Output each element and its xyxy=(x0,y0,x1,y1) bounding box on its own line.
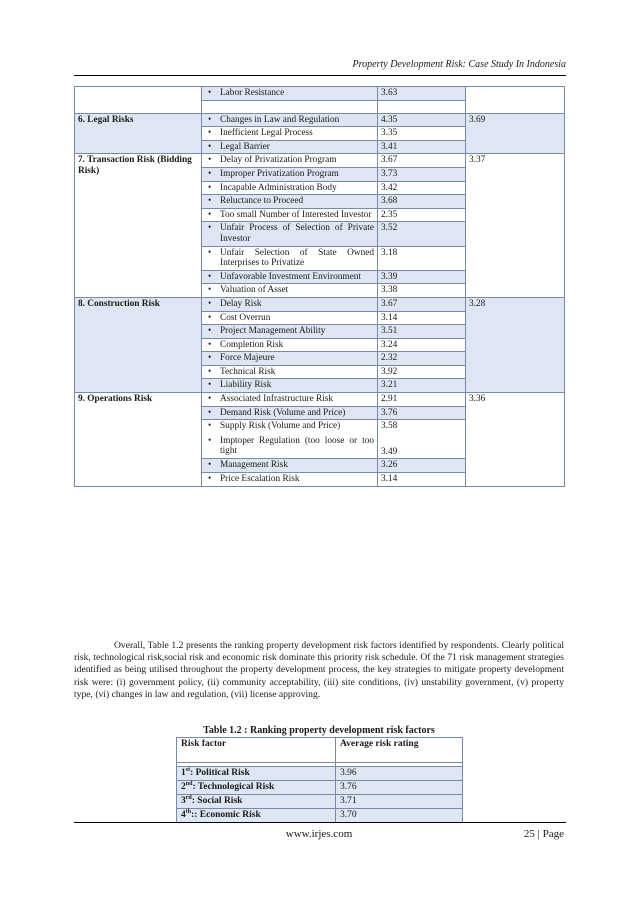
bullet-icon: • xyxy=(208,394,212,405)
col-risk-factor: Risk factor xyxy=(177,738,336,763)
rank-number: 4 xyxy=(181,810,186,820)
bullet-icon: • xyxy=(208,196,212,207)
ranking-value: 3.70 xyxy=(336,809,463,823)
risk-factor xyxy=(202,87,378,101)
col-average-rating: Average risk rating xyxy=(336,738,463,763)
risk-score-value: 3.42 xyxy=(381,182,398,193)
bullet-icon: • xyxy=(208,114,212,125)
bullet-icon: • xyxy=(208,474,212,485)
risk-factor-text: Delay of Privatization Program xyxy=(220,155,337,166)
risk-factor-text: Unfair Selection of State Owned Interprises to Privatize xyxy=(220,247,374,269)
risk-average: 3.69 xyxy=(466,113,565,154)
risk-score xyxy=(378,100,466,113)
risk-score xyxy=(378,113,466,127)
risk-factor xyxy=(202,270,378,284)
risk-score-value: 3.35 xyxy=(381,128,398,139)
risk-score-value: 3.92 xyxy=(381,366,398,377)
rank-label: :: Economic Risk xyxy=(191,810,261,820)
bullet-icon: • xyxy=(208,271,212,282)
bullet-icon: • xyxy=(208,223,212,234)
bullet-icon: • xyxy=(208,155,212,166)
risk-factor-text: Technical Risk xyxy=(220,366,276,377)
risk-score xyxy=(378,393,466,407)
paragraph-text: Overall, Table 1.2 presents the ranking property development risk factors identified by respondents. Clearly political risk, technological risk,social risk and economic risk dominate this priority risk schedule. Of the 71 risk management strategies identified as being utilised throughout the property development process, the key strategies to mitigate property development risk were: (i) government policy, (ii) community acceptability, (iii) site conditions, (iv) unstability government, (v) property type, (vi) changes in law and regulation, (vii) license approving. xyxy=(74,640,564,700)
risk-average xyxy=(466,87,565,114)
risk-factor-text: Reluctance to Proceed xyxy=(220,196,304,207)
risk-factor xyxy=(202,284,378,298)
bullet-icon: • xyxy=(208,339,212,350)
risk-average: 3.36 xyxy=(466,393,565,487)
rank-label: : Technological Risk xyxy=(192,782,275,792)
risk-category: 7. Transaction Risk (Bidding Risk) xyxy=(75,154,202,298)
risk-factor xyxy=(202,297,378,311)
risk-score-value: 3.14 xyxy=(381,312,398,323)
risk-factor-text: Legal Barrier xyxy=(220,141,270,152)
running-title: Property Development Risk: Case Study In Indonesia xyxy=(352,59,566,70)
risk-factor-text: Supply Risk (Volume and Price) xyxy=(220,421,341,432)
rank-suffix: st xyxy=(185,766,191,773)
ranking-risk-factor xyxy=(177,795,336,809)
ranking-row xyxy=(177,767,463,781)
ranking-value: 3.96 xyxy=(336,767,463,781)
risk-category: 9. Operations Risk xyxy=(75,393,202,487)
risk-factor-text: Improper Privatization Program xyxy=(220,168,339,179)
risk-score xyxy=(378,167,466,181)
table-caption: Table 1.2 : Ranking property development risk factors xyxy=(203,725,435,736)
bullet-icon: • xyxy=(208,366,212,377)
risk-score-value: 3.63 xyxy=(381,88,398,98)
risk-factor-text: Management Risk xyxy=(220,460,288,471)
risk-score xyxy=(378,352,466,366)
risk-score xyxy=(378,311,466,325)
risk-score-value: 3.52 xyxy=(381,223,398,234)
risk-factor xyxy=(202,325,378,339)
risk-score xyxy=(378,284,466,298)
risk-score-value: 3.76 xyxy=(381,407,398,418)
risk-factor-text: Demand Risk (Volume and Price) xyxy=(220,407,346,418)
rank-label: : Social Risk xyxy=(191,796,243,806)
risk-score xyxy=(378,420,466,459)
risk-score-value: 3.39 xyxy=(381,271,398,282)
bullet-icon: • xyxy=(208,285,212,296)
risk-factor-text: Imptoper Regulation (too loose or too tight xyxy=(220,435,374,457)
risk-score xyxy=(378,459,466,473)
risk-factor xyxy=(202,246,378,270)
risk-score xyxy=(378,195,466,209)
risk-factor xyxy=(202,208,378,222)
bullet-icon: • xyxy=(208,128,212,139)
risk-factor-text: Unfair Process of Selection of Private Investor xyxy=(220,223,374,244)
risk-score-value: 3.26 xyxy=(381,460,398,471)
risk-score xyxy=(378,338,466,352)
bullet-icon: • xyxy=(208,353,212,364)
risk-factor xyxy=(202,167,378,181)
risk-score-value: 3.67 xyxy=(381,155,398,166)
risk-factor xyxy=(202,352,378,366)
risk-average: 3.28 xyxy=(466,297,565,392)
ranking-risk-factor xyxy=(177,809,336,823)
risk-factor-text: Changes in Law and Regulation xyxy=(220,114,340,125)
rank-number: 3 xyxy=(181,796,186,806)
bullet-icon: • xyxy=(208,141,212,152)
risk-factor xyxy=(202,393,378,407)
ranking-risk-factor xyxy=(177,767,336,781)
risk-score-value: 4.35 xyxy=(381,114,398,125)
risk-score xyxy=(378,87,466,101)
bullet-icon: • xyxy=(208,421,212,432)
risk-score-value: 3.58 xyxy=(381,421,398,432)
header-divider xyxy=(74,75,566,76)
risk-factor-text: Force Majeure xyxy=(220,353,275,364)
risk-score-value: 3.21 xyxy=(381,380,398,391)
risk-factor xyxy=(202,140,378,154)
risk-score xyxy=(378,473,466,487)
ranking-value: 3.71 xyxy=(336,795,463,809)
risk-score xyxy=(378,406,466,420)
ranking-header-row xyxy=(177,738,463,763)
risk-factor xyxy=(202,195,378,209)
risk-category: 6. Legal Risks xyxy=(75,113,202,154)
risk-row xyxy=(75,297,565,311)
ranking-table xyxy=(176,737,463,823)
ranking-row xyxy=(177,795,463,809)
rank-label: : Political Risk xyxy=(190,768,250,778)
risk-row xyxy=(75,154,565,168)
rank-suffix: nd xyxy=(185,780,193,787)
page-number: 25 | Page xyxy=(523,828,564,840)
risk-factor xyxy=(202,406,378,420)
risk-factor-text: Price Escalation Risk xyxy=(220,474,300,485)
risk-score-value: 3.38 xyxy=(381,285,398,296)
risk-score xyxy=(378,140,466,154)
risk-category: 8. Construction Risk xyxy=(75,297,202,392)
risk-category xyxy=(75,87,202,114)
risk-factor xyxy=(202,181,378,195)
risk-factor-text: Liability Risk xyxy=(220,380,272,391)
risk-score xyxy=(378,154,466,168)
risk-score xyxy=(378,208,466,222)
risk-score-value: 3.14 xyxy=(381,474,398,485)
risk-score-value: 3.24 xyxy=(381,339,398,350)
risk-score xyxy=(378,222,466,246)
risk-score xyxy=(378,270,466,284)
risk-factor xyxy=(202,127,378,141)
risk-score-value: 3.18 xyxy=(381,247,398,258)
risk-score-value: 3.51 xyxy=(381,326,398,337)
risk-factor-text: Inefficient Legal Process xyxy=(220,128,313,139)
risk-score-value: 2.32 xyxy=(381,353,398,364)
risk-factor xyxy=(202,154,378,168)
risk-factor xyxy=(202,100,378,113)
risk-factor-table xyxy=(74,86,565,487)
rank-suffix: rd xyxy=(185,794,192,801)
rank-suffix: th xyxy=(185,808,192,815)
risk-factor-text: Project Management Ability xyxy=(220,326,326,337)
risk-score-value: 2.35 xyxy=(381,209,398,220)
risk-factor-text: Delay Risk xyxy=(220,298,262,309)
ranking-value: 3.76 xyxy=(336,781,463,795)
risk-average: 3.37 xyxy=(466,154,565,298)
risk-factor-text: Unfavorable Investment Environment xyxy=(220,271,361,282)
risk-score xyxy=(378,127,466,141)
risk-factor-text: Valuation of Asset xyxy=(220,285,289,296)
risk-score xyxy=(378,365,466,379)
ranking-row xyxy=(177,781,463,795)
bullet-icon: • xyxy=(208,168,212,179)
bullet-icon: • xyxy=(208,247,212,258)
bullet-icon: • xyxy=(208,88,212,98)
risk-score-value: 3.41 xyxy=(381,141,398,152)
risk-score xyxy=(378,246,466,270)
risk-score xyxy=(378,297,466,311)
risk-score-value: 2.91 xyxy=(381,394,398,405)
risk-factor xyxy=(202,311,378,325)
bullet-icon: • xyxy=(208,460,212,471)
risk-factor xyxy=(202,365,378,379)
risk-factor xyxy=(202,459,378,473)
bullet-icon: • xyxy=(208,435,212,446)
bullet-icon: • xyxy=(208,182,212,193)
risk-row xyxy=(75,87,565,101)
risk-score-value: 3.68 xyxy=(381,196,398,207)
risk-row xyxy=(75,113,565,127)
risk-factor xyxy=(202,420,378,459)
bullet-icon: • xyxy=(208,326,212,337)
footer-divider xyxy=(74,822,566,823)
risk-score xyxy=(378,325,466,339)
ranking-risk-factor xyxy=(177,781,336,795)
bullet-icon: • xyxy=(208,407,212,418)
risk-factor-text: Associated Infrastructure Risk xyxy=(220,394,334,405)
rank-number: 1 xyxy=(181,768,186,778)
bullet-icon: • xyxy=(208,298,212,309)
risk-score xyxy=(378,379,466,393)
risk-factor-text: Cost Overrun xyxy=(220,312,271,323)
body-paragraph xyxy=(74,640,564,701)
risk-score-value: 3.67 xyxy=(381,298,398,309)
risk-factor-text: Incapable Administration Body xyxy=(220,182,337,193)
risk-score xyxy=(378,181,466,195)
risk-factor-text: Labor Resistance xyxy=(220,88,285,98)
risk-factor-text: Too small Number of Interested Investor xyxy=(220,209,372,220)
risk-score-value: 3.73 xyxy=(381,168,398,179)
risk-factor xyxy=(202,222,378,246)
footer-url: www.irjes.com xyxy=(285,828,353,840)
bullet-icon: • xyxy=(208,312,212,323)
bullet-icon: • xyxy=(208,209,212,220)
risk-row xyxy=(75,393,565,407)
ranking-row xyxy=(177,809,463,823)
risk-factor-text: Completion Risk xyxy=(220,339,284,350)
risk-factor xyxy=(202,473,378,487)
risk-factor xyxy=(202,338,378,352)
bullet-icon: • xyxy=(208,380,212,391)
risk-factor xyxy=(202,379,378,393)
risk-score-value: 3.49 xyxy=(381,446,398,457)
rank-number: 2 xyxy=(181,782,186,792)
risk-factor xyxy=(202,113,378,127)
